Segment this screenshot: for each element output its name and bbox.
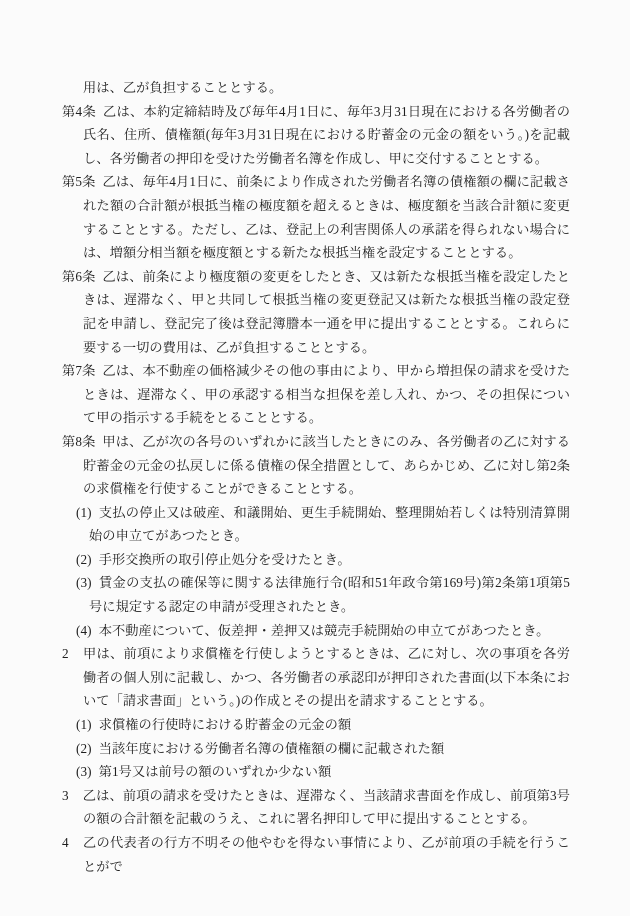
paragraph-number-label: 3 <box>62 787 69 803</box>
enumerated-item <box>62 501 570 548</box>
article-paragraph <box>62 359 570 430</box>
numbered-paragraph <box>62 784 570 831</box>
paragraph-text: 乙は、毎年4月1日に、前条により作成された労働者名簿の債権額の欄に記載された額の合計額が根抵当権の極度額を超えるときは、極度額を当該合計額に変更することとする。ただし、乙は、登記上の利害関係人の承諾を得られない場合には、増額分相当額を極度額とする新たな根抵当権を設定することとする。 <box>83 174 570 261</box>
article-paragraph <box>62 430 570 501</box>
enumerated-item <box>62 737 570 761</box>
numbered-paragraph <box>62 642 570 713</box>
clause-continuation-paragraph <box>62 76 570 100</box>
paragraph-text: 乙の代表者の行方不明その他やむを得ない事情により、乙が前項の手続を行うことがで <box>82 835 570 874</box>
enumerated-item <box>62 548 570 572</box>
enumerated-item <box>62 619 570 643</box>
article-number-label: 第6条 <box>62 268 96 284</box>
paragraph-text: 支払の停止又は破産、和議開始、更生手続開始、整理開始若しくは特別清算開始の申立てがあつたとき。 <box>89 504 570 544</box>
paragraph-text: 乙は、前条により極度額の変更をしたとき、又は新たな根抵当権を設定したときは、遅滞なく、甲と共同して根抵当権の変更登記又は新たな根抵当権の設定登記を申請し、登記完了後は登記簿謄本一通を甲に提出することとする。これらに要する一切の費用は、乙が負担することとする。 <box>83 268 570 355</box>
item-number-label: (3) <box>76 575 92 591</box>
article-paragraph <box>62 100 570 171</box>
paragraph-text: 賃金の支払の確保等に関する法律施行令(昭和51年政令第169号)第2条第1項第5号に規定する認定の申請が受理されたとき。 <box>89 575 570 615</box>
enumerated-item <box>62 571 570 618</box>
item-number-label: (1) <box>76 504 92 520</box>
enumerated-item <box>62 760 570 784</box>
article-paragraph <box>62 170 570 264</box>
item-number-label: (2) <box>76 551 92 567</box>
paragraph-text: 乙は、本約定締結時及び毎年4月1日に、毎年3月31日現在における各労働者の氏名、住所、債権額(毎年3月31日現在における貯蓄金の元金の額をいう。)を記載し、各労働者の押印を受けた労働者名簿を作成し、甲に交付することとする。 <box>83 103 570 166</box>
paragraph-text: 当該年度における労働者名簿の債権額の欄に記載された額 <box>98 740 445 756</box>
item-number-label: (4) <box>76 622 92 638</box>
article-number-label: 第7条 <box>62 363 96 379</box>
paragraph-text: 用は、乙が負担することとする。 <box>83 80 283 95</box>
article-number-label: 第5条 <box>62 174 96 190</box>
paragraph-text: 甲は、乙が次の各号のいずれかに該当したときにのみ、各労働者の乙に対する貯蓄金の元金の払戻しに係る債権の保全措置として、あらかじめ、乙に対し第2条の求償権を行使することができることとする。 <box>83 433 570 497</box>
article-number-label: 第4条 <box>62 103 96 119</box>
paragraph-number-label: 2 <box>62 646 69 662</box>
item-number-label: (2) <box>76 740 92 756</box>
paragraph-text: 乙は、本不動産の価格減少その他の事由により、甲から増担保の請求を受けたときは、遅滞なく、甲の承認する相当な担保を差し入れ、かつ、その担保について甲の指示する手続をとることとする。 <box>83 363 570 426</box>
paragraph-text: 求償権の行使時における貯蓄金の元金の額 <box>98 717 352 733</box>
paragraph-text: 本不動産について、仮差押・差押又は競売手続開始の申立てがあつたとき。 <box>98 622 550 638</box>
paragraph-text: 甲は、前項により求償権を行使しようとするときは、乙に対し、次の事項を各労働者の個人別に記載し、かつ、各労働者の承認印が押印された書面(以下本条において「請求書面」という。)の作成とその提出を請求することとする。 <box>82 646 570 709</box>
item-number-label: (1) <box>76 717 92 733</box>
article-number-label: 第8条 <box>62 433 96 449</box>
enumerated-item <box>62 713 570 737</box>
numbered-paragraph <box>62 831 570 878</box>
contract-text-block <box>62 76 570 878</box>
paragraph-text: 乙は、前項の請求を受けたときは、遅滞なく、当該請求書面を作成し、前項第3号の額の合計額を記載のうえ、これに署名押印して甲に提出することとする。 <box>82 787 570 827</box>
paragraph-text: 第1号又は前号の額のいずれか少ない額 <box>98 764 332 780</box>
item-number-label: (3) <box>76 764 92 780</box>
article-paragraph <box>62 265 570 359</box>
paragraph-text: 手形交換所の取引停止処分を受けたとき。 <box>98 551 351 567</box>
paragraph-number-label: 4 <box>62 835 69 850</box>
